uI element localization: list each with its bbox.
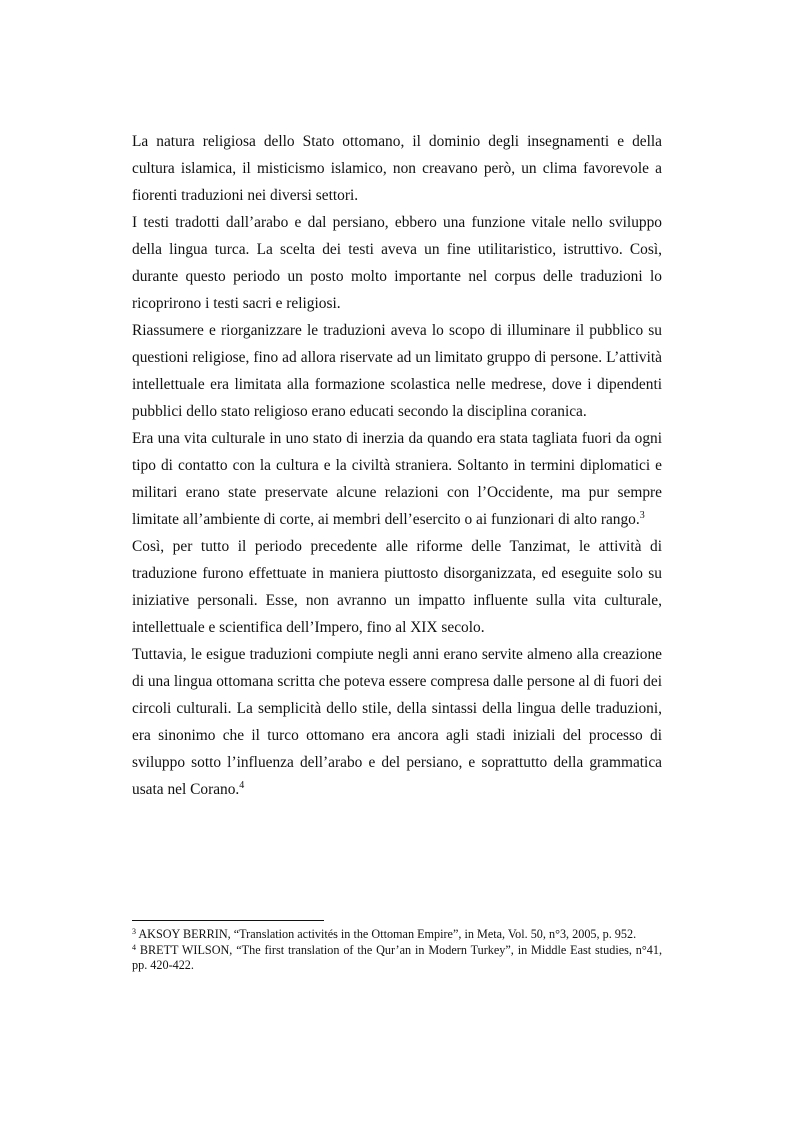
paragraph-4-text: Era una vita culturale in uno stato di inerzia da quando era stata tagliata fuori da ogni tipo di contatto con la cultura e la civiltà straniera. Soltanto in termini diplomatici e militari erano state preservate alcune relazioni con l’Occidente, ma pur sempre limitate all’ambiente di corte, ai membri dell’esercito o ai funzionari di alto rango. — [132, 430, 662, 528]
paragraph-3 — [132, 317, 662, 425]
footnote-3 — [132, 927, 662, 943]
footnote-text: BRETT WILSON, “The first translation of the Qur’an in Modern Turkey”, in Middle East studies, n°41, pp. 420-422. — [132, 942, 663, 972]
body-text — [132, 128, 662, 803]
footnote-number: 4 — [132, 942, 136, 952]
paragraph-3-text: Riassumere e riorganizzare le traduzioni aveva lo scopo di illuminare il pubblico su questioni religiose, fino ad allora riservate ad un limitato gruppo di persone. L’attività intellettuale era limitata alla formazione scolastica nelle medrese, dove i dipendenti pubblici dello stato religioso erano educati secondo la disciplina coranica. — [132, 322, 662, 420]
paragraph-6 — [132, 641, 662, 803]
paragraph-4 — [132, 425, 662, 533]
paragraph-2-text: I testi tradotti dall’arabo e dal persiano, ebbero una funzione vitale nello sviluppo della lingua turca. La scelta dei testi aveva un fine utilitaristico, istruttivo. Così, durante questo periodo un posto molto importante nel corpus delle traduzioni lo ricoprirono i testi sacri e religiosi. — [132, 214, 662, 312]
footnote-ref-4[interactable]: 4 — [239, 780, 245, 791]
footnote-number: 3 — [132, 927, 136, 936]
footnotes — [132, 927, 662, 974]
footnote-divider — [132, 920, 324, 921]
paragraph-1-text: La natura religiosa dello Stato ottomano, il dominio degli insegnamenti e della cultura islamica, il misticismo islamico, non creavano però, un clima favorevole a fiorenti traduzioni nei diversi settori. — [132, 133, 662, 204]
paragraph-5-text: Così, per tutto il periodo precedente alle riforme delle Tanzimat, le attività di traduzione furono effettuate in maniera piuttosto disorganizzata, ed eseguite solo su iniziative personali. Esse, non avranno un impatto influente sulla vita culturale, intellettuale e scientifica dell’Impero, fino al XIX secolo. — [132, 538, 662, 636]
paragraph-6-text: Tuttavia, le esigue traduzioni compiute negli anni erano servite almeno alla creazione di una lingua ottomana scritta che poteva essere compresa dalle persone al di fuori dei circoli culturali. La semplicità dello stile, della sintassi della lingua delle traduzioni, era sinonimo che il turco ottomano era ancora agli stadi iniziali del processo di sviluppo sotto l’influenza dell’arabo e del persiano, e soprattutto della grammatica usata nel Corano. — [132, 646, 662, 798]
footnote-4 — [132, 943, 662, 974]
paragraph-5 — [132, 533, 662, 641]
footnote-ref-3[interactable]: 3 — [639, 510, 645, 521]
footnote-text: AKSOY BERRIN, “Translation activités in the Ottoman Empire”, in Meta, Vol. 50, n°3, 2005, p. 952. — [138, 927, 637, 941]
paragraph-2 — [132, 209, 662, 317]
paragraph-1 — [132, 128, 662, 209]
